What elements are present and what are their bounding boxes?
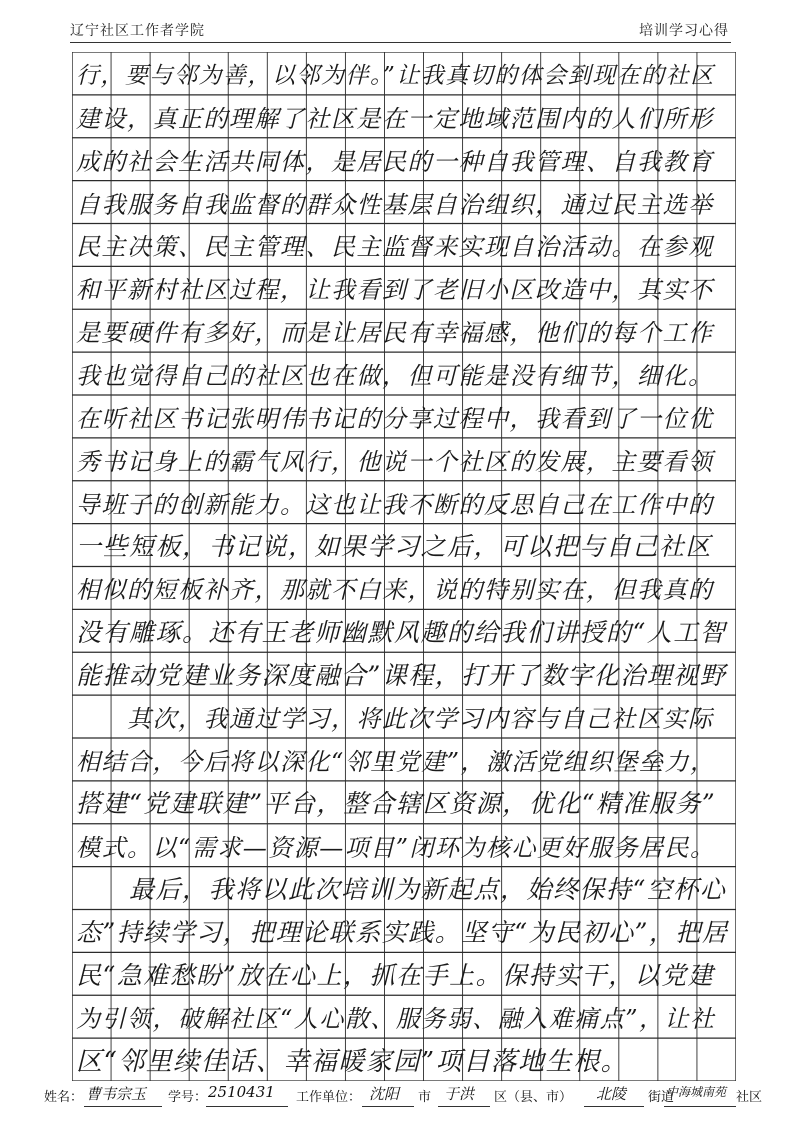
essay-line: 秀书记身上的霸气风行，他说一个社区的发展，主要看领 [76,447,714,476]
student-id-label: 学号： [168,1090,208,1105]
essay-line: 成的社会生活共同体，是居民的一种自我管理、自我教育 [76,147,714,176]
essay-line: 我也觉得自己的社区也在做，但可能是没有细节，细化。 [76,362,714,391]
city-label: 市 [418,1090,432,1105]
community-value: 中海城南苑 [666,1085,727,1099]
essay-line: 相结合，今后将以深化“邻里党建”，激活党组织堡垒力， [76,747,716,776]
essay-line: 搭建“党建联建”平台，整合辖区资源，优化“精准服务” [76,789,717,819]
essay-line: 模式。以“需求—资源—项目”闭环为核心更好服务居民。 [76,833,716,862]
header-divider [70,42,731,43]
essay-line: 最后，我将以此次培训为新起点，始终保持“空杯心 [76,875,727,905]
city-underline [362,1106,414,1107]
district-label: 区（县、市） [494,1090,573,1105]
essay-line: 在听社区书记张明伟书记的分享过程中，我看到了一位优 [76,404,714,433]
name-value: 曹韦宗玉 [86,1085,147,1103]
street-label: 街道 [648,1090,675,1105]
essay-line: 民主决策、民主管理、民主监督来实现自治活动。在参观 [76,233,714,262]
essay-line: 行，要与邻为善，以邻为伴。”让我真切的体会到现在的社区 [76,62,715,89]
student-info-footer [44,1082,763,1108]
essay-line: 能推动党建业务深度融合”课程，打开了数字化治理视野 [76,660,727,690]
district-value: 于洪 [444,1085,475,1103]
street-value: 北陵 [596,1085,627,1103]
essay-line: 为引领，破解社区“人心散、服务弱、融入难痛点”，让社 [76,1005,716,1034]
city-value: 沈阳 [369,1085,400,1103]
essay-line: 区“邻里续佳话、幸福暖家园”项目落地生根。 [76,1047,629,1078]
district-underline [438,1106,490,1107]
essay-line: 一些短板，书记说，如果学习之后，可以把与自己社区 [76,532,713,562]
street-underline [584,1106,644,1107]
essay-line: 没有雕琢。还有王老师幽默风趣的给我们讲授的“人工智 [76,617,727,647]
page-header [70,18,729,42]
essay-line: 态”持续学习，把理论联系实践。坚守“为民初心”，把居 [76,917,729,947]
institution-name: 辽宁社区工作者学院 [70,23,205,39]
essay-line: 和平新村社区过程，让我看到了老旧小区改造中，其实不 [76,276,714,305]
student-id-underline [206,1106,288,1107]
essay-line: 民“急难愁盼”放在心上，抓在手上。保持实干，以党建 [76,960,715,990]
essay-text-body [72,52,736,1081]
essay-line: 建设，真正的理解了社区是在一定地域范围内的人们所形 [76,104,714,133]
document-title: 培训学习心得 [639,23,729,39]
essay-line: 是要硬件有多好，而是让居民有幸福感，他们的每个工作 [76,319,714,348]
writing-grid [72,52,736,1081]
essay-line: 自我服务自我监督的群众性基层自治组织，通过民主选举 [76,190,714,219]
student-id-value: 2510431 [208,1083,275,1101]
work-unit-label: 工作单位： [296,1090,362,1105]
name-label: 姓名： [44,1090,84,1105]
essay-line: 其次，我通过学习，将此次学习内容与自己社区实际 [76,705,714,734]
community-label: 社区 [736,1090,763,1105]
essay-line: 导班子的创新能力。这也让我不断的反思自己在工作中的 [76,490,714,519]
essay-line: 相似的短板补齐，那就不白来，说的特别实在，但我真的 [76,576,714,605]
community-underline [664,1106,736,1107]
name-underline [84,1106,162,1107]
